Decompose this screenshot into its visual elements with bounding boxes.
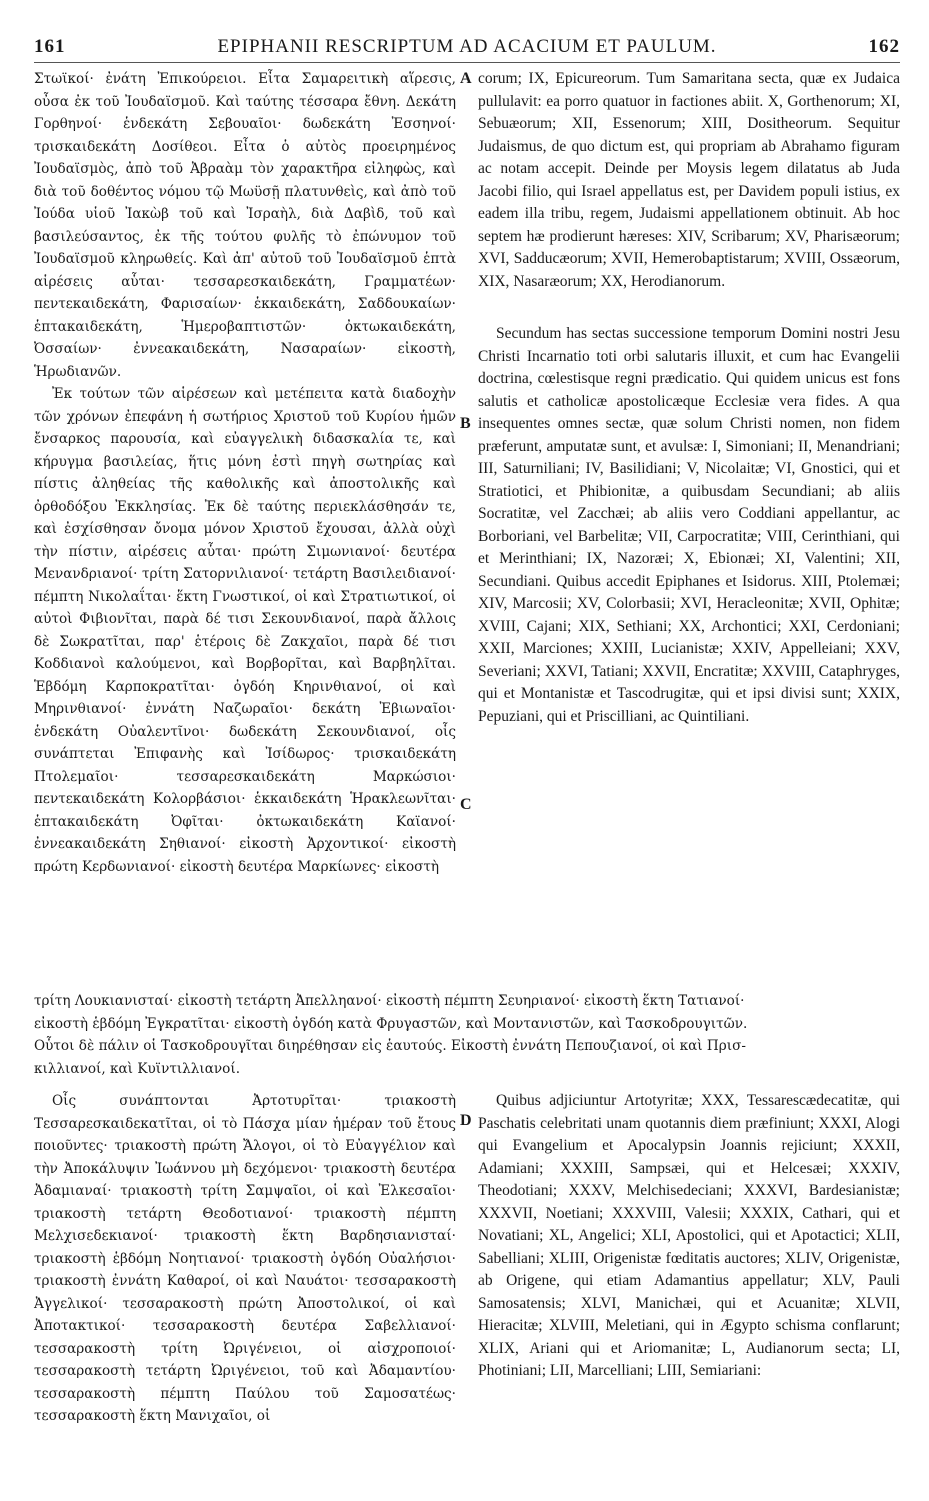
full-width-line: Οὗτοι δὲ πάλιν οἱ Τασκοδρουγῖται διηρέθησαν εἰς ἑαυτούς. Εἰκοστὴ ἐννάτη Πεπουζιανοί, οἱ καὶ Πρισ- bbox=[34, 1038, 746, 1054]
full-width-line: τρίτη Λουκιανισταί· εἰκοστὴ τετάρτη Ἀπελληανοί· εἰκοστὴ πέμπτη Σευηριανοί· εἰκοστὴ ἕκτη Τατιανοί· bbox=[34, 993, 745, 1009]
latin-paragraph-2: Secundum has sectas successione temporum Domini nostri Jesu Christi Incarnatio toti orbi salutaris illuxit, et cum hac Evangelii doctrina, cœlestisque regni prædicatio. Qui quidem unicus est fons salutis et catholicæ apostolicæque Ecclesiæ vera fides. A qua insequentes omnes sectæ, quæ solum Christi nomen, non fidem præferunt, amputatæ sunt, et avulsæ: I, Simoniani; II, Menandriani; III, Saturniliani; IV, Basilidiani; V, Nicolaitæ; VI, Gnostici, qui et Stratiotici, et Phibionitæ, a quibusdam Secundiani; ab aliis Socratitæ, vel Zacchæi; ab aliis vero Coddiani appellantur, ac Borboriani, vel Barbelitæ; VII, Carpocratitæ; VIII, Cerinthiani, qui et Merinthiani; IX, Nazoræi; X, Ebionæi; XI, Valentini; XII, Secundiani. Quibus accedit Epiphanes et Isidorus. XIII, Ptolemæi; XIV, Marcosii; XV, Colorbasii; XVI, Heracleonitæ; XVII, Ophitæ; XVIII, Cajani; XIX, Sethiani; XX, Archontici; XXI, Cerdoniani; XXII, Marciones; XXIII, Lucianistæ; XXIV, Appelleiani; XXV, Severiani; XXVI, Tatiani; XXVII, Encratitæ; XXVIII, Cataphryges, qui et Montanistæ et Tascodrugitæ, qui et ipsi divisi sunt; XXIX, Pepuziani, qui et Priscilliani, ac Quintiliani. bbox=[478, 325, 900, 725]
latin-paragraph-1: corum; IX, Epicureorum. Tum Samaritana secta, quæ ex Judaica pullulavit: ea porro quatuor in factiones abiit. X, Gorthenorum; XI, Sebuæorum; XII, Essenorum; XIII, Dositheorum. Sequitur Judaismus, de quo dictum est, qui propriam ab Abrahamo figuram ac notam accepit. Deinde per Moysis legem dilatatus ab Juda Jacobi filio, qui Israel appellatus est, per Davidem populi istius, ex eadem illa tribu, regem, Judaismi appellationem obtinuit. Ab hoc septem hæ prodierunt hæreses: XIV, Scribarum; XV, Pharisæorum; XVI, Sadducæorum; XVII, Hemerobaptistarum; XVIII, Ossæorum, XIX, Nasaræorum; XX, Herodianorum. bbox=[478, 70, 900, 290]
running-title: EPIPHANII RESCRIPTUM AD ACACIUM ET PAULUM. bbox=[217, 36, 717, 57]
greek-paragraph-2: Ἐκ τούτων τῶν αἱρέσεων καὶ μετέπειτα κατὰ διαδοχὴν τῶν χρόνων ἐπεφάνη ἡ σωτήριος Χριστοῦ τοῦ Κυρίου ἡμῶν ἔνσαρκος παρουσία, καὶ εὐαγγελικὴ διδασκαλία τε, καὶ κήρυγμα βασιλείας, ἥτις μόνη ἐστὶ πηγὴ σωτηρίας καὶ πίστις ἀληθείας τῆς καθολικῆς καὶ ἀποστολικῆς καὶ ὀρθοδόξου Ἐκκλησίας. Ἐκ δὲ ταύτης περιεκλάσθησάν τε, καὶ ἐσχίσθησαν ὄνομα μόνον Χριστοῦ ἔχουσαι, ἀλλὰ οὐχὶ τὴν πίστιν, αἱρέσεις αὗται· πρώτη Σιμωνιανοί· δευτέρα Μενανδριανοί· τρίτη Σατορνιλιανοί· τετάρτη Βασιλειδιανοί· πέμπτη Νικολαΐται· ἕκτη Γνωστικοί, οἱ καὶ Στρατιωτικοί, οἱ αὐτοὶ Φιβιονῖται, παρὰ δέ τισι Σεκουνδιανοί, παρὰ ἄλλοις δὲ Σωκρατῖται, παρ' ἑτέροις δὲ Ζακχαῖοι, παρὰ δέ τισι Κοδδιανοὶ καλούμενοι, καὶ Βορβορῖται, καὶ Βαρβηλῖται. Ἑβδόμη Καρποκρατῖται· ὀγδόη Κηρινθιανοί, οἱ καὶ Μηρινθιανοί· ἐννάτη Ναζωραῖοι· δεκάτη Ἐβιωναῖοι· ἑνδεκάτη Οὐαλεντῖνοι· δωδεκάτη Σεκουνδιανοί, οἷς συνάπτεται Ἐπιφανὴς καὶ Ἰσίδωρος· τρισκαιδεκάτη Πτολεμαῖοι· τεσσαρεσκαιδεκάτη Μαρκώσιοι· πεντεκαιδεκάτη Κολορβάσιοι· ἑκκαιδεκάτη Ἡρακλεωνῖται· ἑπτακαιδεκάτη Ὀφῖται· ὀκτωκαιδεκάτη Καϊανοί· ἐννεακαιδεκάτη Σηθιανοί· εἰκοστὴ Ἀρχοντικοί· εἰκοστὴ πρώτη Κερδωνιανοί· εἰκοστὴ δευτέρα Μαρκίωνες· εἰκοστὴ bbox=[34, 386, 456, 875]
running-header bbox=[34, 36, 900, 58]
full-width-section bbox=[34, 990, 900, 1080]
latin-paragraph-3: Quibus adjiciuntur Artotyritæ; XXX, Tessarescædecatitæ, qui Paschatis celebritati unam quotannis diem præfiniunt; XXXI, Alogi qui Evangelium et Apocalypsin Joannis rejiciunt; XXXII, Adamiani; XXXIII, Sampsæi, qui et Helcesæi; XXXIV, Theodotiani; XXXV, Melchisedeciani; XXXVI, Bardesianistæ; XXXVII, Noetiani; XXXVIII, Valesii; XXXIX, Cathari, qui et Novatiani; XL, Angelici; XLI, Apostolici, qui et Apotactici; XLII, Sabelliani; XLIII, Origenistæ fœditatis auctores; XLIV, Origenistæ, ab Origene, qui etiam Adamantius appellatur; XLV, Pauli Samosatensis; XLVI, Manichæi, qui et Acuanitæ; XLVII, Hieracitæ; XLVIII, Meletiani, qui in Ægypto schisma conflarunt; XLIX, Ariani qui et Ariomanitæ; L, Audianorum secta; LI, Photiniani; LII, Marcelliani; LIII, Semiariani: bbox=[478, 1092, 900, 1379]
margin-marker-a: A bbox=[460, 70, 472, 87]
latin-column-top bbox=[478, 68, 900, 728]
margin-marker-c: C bbox=[460, 796, 472, 813]
margin-marker-b: B bbox=[460, 415, 471, 432]
full-width-line: εἰκοστὴ ἑβδόμη Ἐγκρατῖται· εἰκοστὴ ὀγδόη κατὰ Φρυγαστῶν, καὶ Μοντανιστῶν, καὶ Τασκοδρουγιτῶν. bbox=[34, 1015, 748, 1032]
latin-column-bottom bbox=[478, 1090, 900, 1383]
greek-column-bottom bbox=[34, 1090, 456, 1428]
page-number-left: 161 bbox=[34, 36, 66, 57]
greek-paragraph-1: Στωϊκοί· ἐνάτη Ἐπικούρειοι. Εἶτα Σαμαρειτικὴ αἵρεσις, οὖσα ἐκ τοῦ Ἰουδαϊσμοῦ. Καὶ ταύτης τέσσαρα ἔθνη. Δεκάτη Γορθηνοί· ἑνδεκάτη Σεβουαῖοι· δωδεκάτη Ἐσσηνοί· τρισκαιδεκάτη Δοσίθεοι. Εἶτα ὁ αὐτὸς προειρημένος Ἰουδαϊσμὸς, ἀπὸ τοῦ Ἀβραὰμ τὸν χαρακτῆρα εἰληφὼς, καὶ διὰ τοῦ δοθέντος νόμου τῷ Μωϋσῇ πλατυνθεὶς, καὶ ἀπὸ τοῦ Ἰούδα υἱοῦ Ἰακὼβ τοῦ καὶ Ἰσραὴλ, διὰ Δαβὶδ, τοῦ καὶ βασιλεύσαντος, ἐκ τῆς τούτου φυλῆς τὸ ἐπώνυμον τοῦ Ἰουδαϊσμοῦ κληρωθείς. Καὶ ἀπ' αὐτοῦ τοῦ Ἰουδαϊσμοῦ ἑπτὰ αἱρέσεις αὗται· τεσσαρεσκαιδεκάτη, Γραμματέων· πεντεκαιδεκάτη, Φαρισαίων· ἑκκαιδεκάτη, Σαδδουκαίων· ἑπτακαιδεκάτη, Ἡμεροβαπτιστῶν· ὀκτωκαιδεκάτη, Ὀσσαίων· ἐννεακαιδεκάτη, Νασαραίων· εἰκοστὴ, Ἡρωδιανῶν. bbox=[34, 71, 456, 380]
page-number-right: 162 bbox=[868, 36, 900, 57]
greek-column-top bbox=[34, 68, 456, 878]
full-width-line: κιλλιανοί, καὶ Κυϊντιλλιανοί. bbox=[34, 1060, 241, 1077]
margin-marker-d: D bbox=[460, 1112, 472, 1129]
greek-paragraph-3: Οἷς συνάπτονται Ἀρτοτυρῖται· τριακοστὴ Τεσσαρεσκαιδεκατῖται, οἱ τὸ Πάσχα μίαν ἡμέραν τοῦ ἔτους ποιοῦντες· τριακοστὴ πρώτη Ἄλογοι, οἱ τὸ Εὐαγγέλιον καὶ τὴν Ἀποκάλυψιν Ἰωάννου μὴ δεχόμενοι· τριακοστὴ δευτέρα Ἀδαμιαναί· τριακοστὴ τρίτη Σαμψαῖοι, οἱ καὶ Ἐλκεσαῖοι· τριακοστὴ τετάρτη Θεοδοτιανοί· τριακοστὴ πέμπτη Μελχισεδεκιανοί· τριακοστὴ ἕκτη Βαρδησιανισταί· τριακοστὴ ἑβδόμη Νοητιανοί· τριακοστὴ ὀγδόη Οὐαλήσιοι· τριακοστὴ ἐννάτη Καθαροί, οἱ καὶ Ναυάτοι· τεσσαρακοστὴ Ἀγγελικοί· τεσσαρακοστὴ πρώτη Ἀποστολικοί, οἱ καὶ Ἀποτακτικοί· τεσσαρακοστὴ δευτέρα Σαβελλιανοί· τεσσαρακοστὴ τρίτη Ὠριγένειοι, οἱ αἰσχροποιοί· τεσσαρακοστὴ τετάρτη Ὠριγένειοι, τοῦ καὶ Ἀδαμαντίου· τεσσαρακοστὴ πέμπτη Παύλου τοῦ Σαμοσατέως· τεσσαρακοστὴ ἕκτη Μανιχαῖοι, οἱ bbox=[34, 1093, 456, 1424]
header-rule bbox=[34, 62, 900, 63]
